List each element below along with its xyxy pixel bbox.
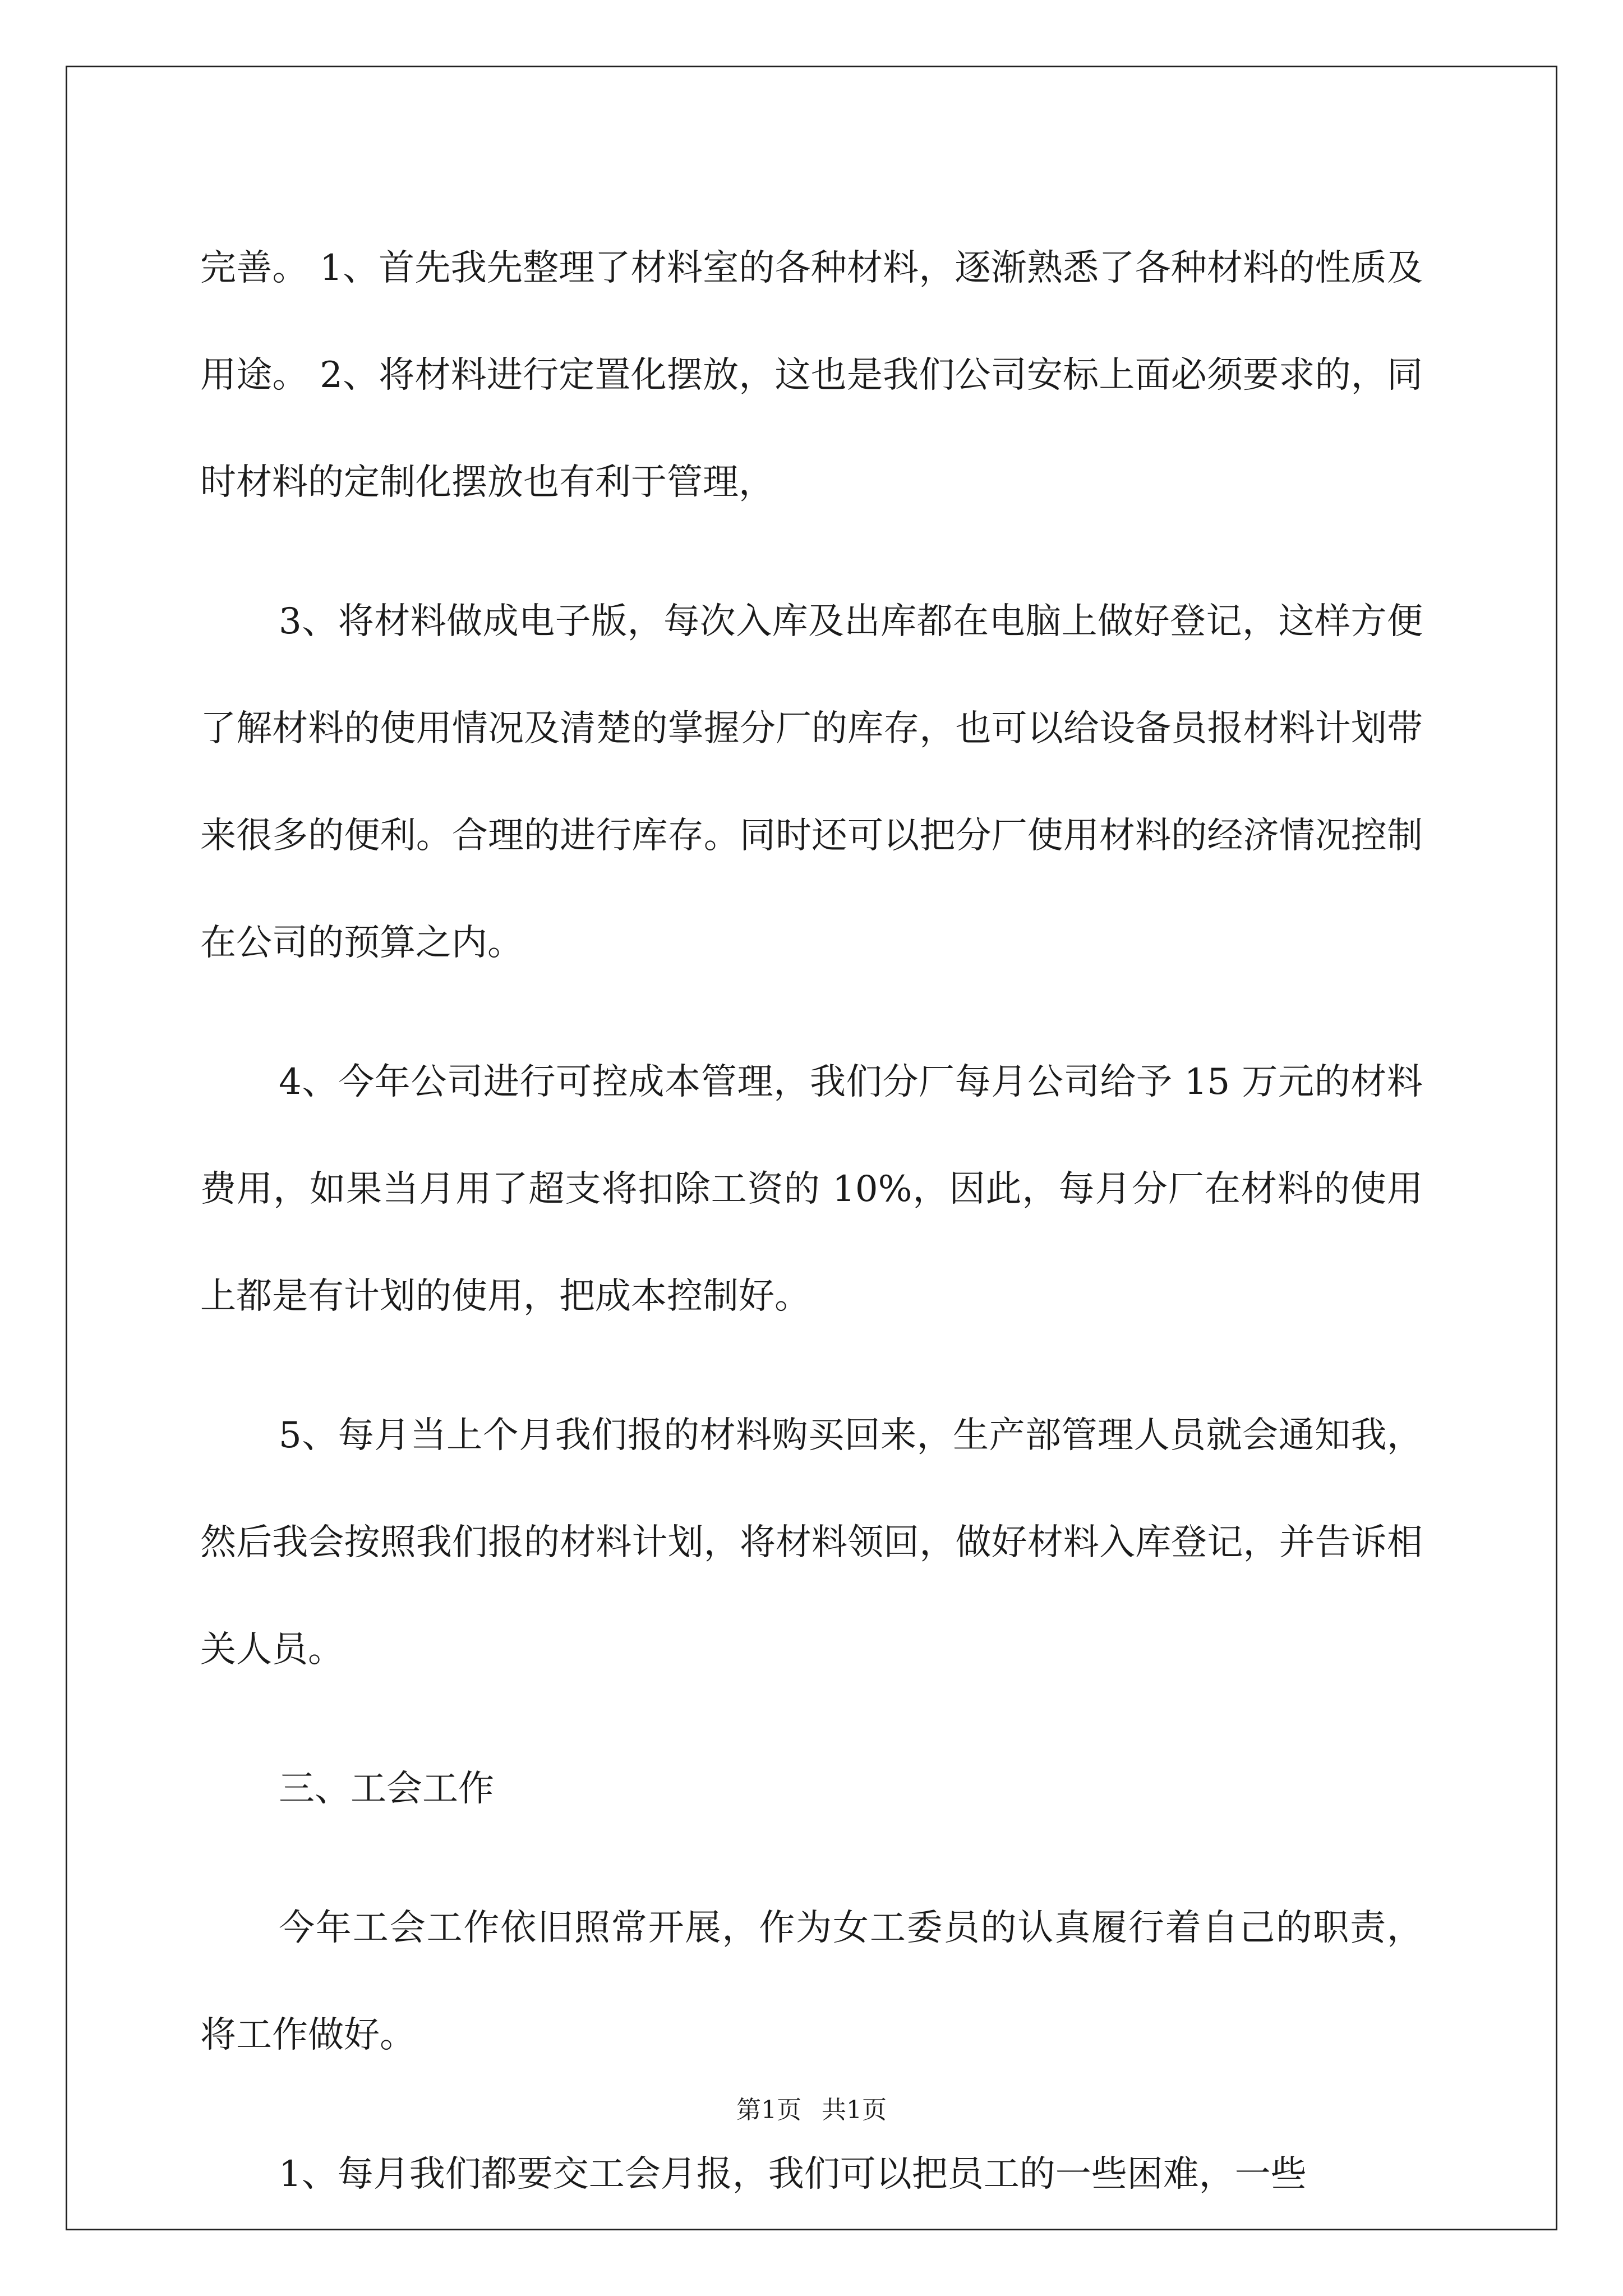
paragraph-item-3: 3、将材料做成电子版，每次入库及出库都在电脑上做好登记，这样方便了解材料的使用情况及清楚的掌握分厂的库存，也可以给设备员报材料计划带来很多的便利。合理的进行库存。同时还可以把分厂使用材料的经济情况控制在公司的预算之内。 (200, 601, 1423, 964)
page-number-current: 第1页 (736, 2096, 801, 2124)
page-footer (0, 2093, 1623, 2127)
section-heading-union-work: 三、工会工作 (279, 1768, 494, 1810)
page-number-total: 共1页 (822, 2096, 887, 2124)
document-body (200, 215, 1423, 2228)
paragraph-item-5: 5、每月当上个月我们报的材料购买回来，生产部管理人员就会通知我，然后我会按照我们报的材料计划，将材料领回，做好材料入库登记，并告诉相关人员。 (200, 1415, 1423, 1671)
paragraph-item-4: 4、今年公司进行可控成本管理，我们分厂每月公司给予 15 万元的材料费用，如果当月用了超支将扣除工资的 10%，因此，每月分厂在材料的使用上都是有计划的使用，把成本控制好。 (200, 1061, 1423, 1317)
paragraph-union-item-1: 1、每月我们都要交工会月报，我们可以把员工的一些困难，一些 (279, 2154, 1307, 2195)
paragraph-materials-intro: 完善。 1、首先我先整理了材料室的各种材料，逐渐熟悉了各种材料的性质及用途。 2、将材料进行定置化摆放，这也是我们公司安标上面必须要求的，同时材料的定制化摆放也有利于管理， (200, 247, 1423, 503)
paragraph-union-intro: 今年工会工作依旧照常开展，作为女工委员的认真履行着自己的职责，将工作做好。 (200, 1907, 1423, 2056)
